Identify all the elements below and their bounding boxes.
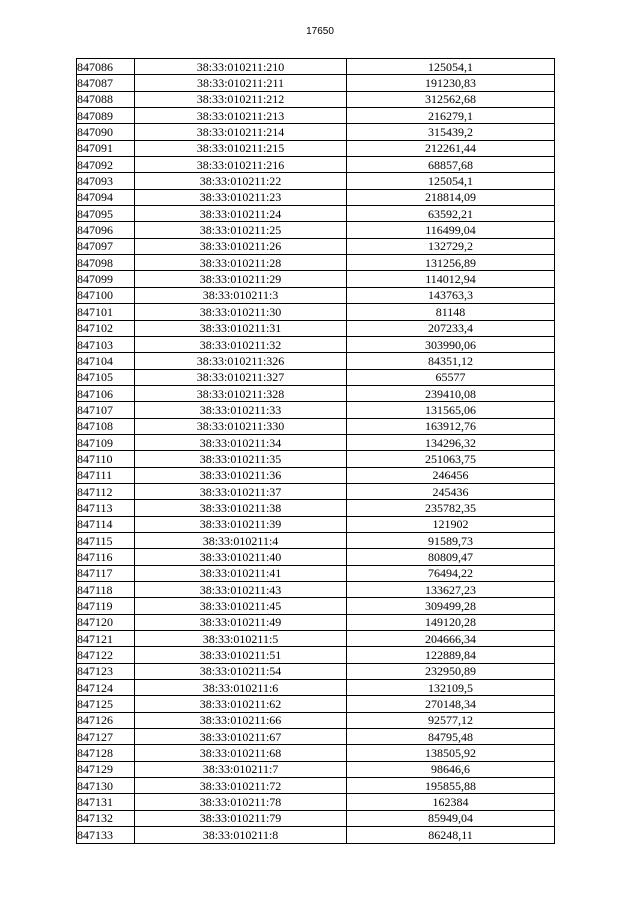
cadastral-value-cell: 68857,68 xyxy=(347,157,555,173)
record-number-cell: 847094 xyxy=(77,189,135,205)
cadastral-number-cell: 38:33:010211:22 xyxy=(135,173,347,189)
table-row xyxy=(77,761,555,777)
cadastral-number-cell: 38:33:010211:326 xyxy=(135,353,347,369)
cadastral-number-cell: 38:33:010211:36 xyxy=(135,467,347,483)
cadastral-number-cell: 38:33:010211:78 xyxy=(135,794,347,810)
table-row xyxy=(77,680,555,696)
table-row xyxy=(77,729,555,745)
table-row xyxy=(77,598,555,614)
cadastral-number-cell: 38:33:010211:6 xyxy=(135,680,347,696)
record-number-cell: 847101 xyxy=(77,304,135,320)
record-number-cell: 847114 xyxy=(77,516,135,532)
record-number-cell: 847130 xyxy=(77,778,135,794)
record-number-cell: 847109 xyxy=(77,434,135,450)
table-row xyxy=(77,810,555,826)
record-number-cell: 847090 xyxy=(77,124,135,140)
table-row xyxy=(77,582,555,598)
record-number-cell: 847108 xyxy=(77,418,135,434)
cadastral-number-cell: 38:33:010211:68 xyxy=(135,745,347,761)
cadastral-value-cell: 207233,4 xyxy=(347,320,555,336)
cadastral-number-cell: 38:33:010211:23 xyxy=(135,189,347,205)
record-number-cell: 847105 xyxy=(77,369,135,385)
cadastral-value-cell: 235782,35 xyxy=(347,500,555,516)
cadastral-number-cell: 38:33:010211:211 xyxy=(135,75,347,91)
cadastral-value-cell: 149120,28 xyxy=(347,614,555,630)
table-row xyxy=(77,565,555,581)
record-number-cell: 847124 xyxy=(77,680,135,696)
cadastral-value-cell: 133627,23 xyxy=(347,582,555,598)
cadastral-number-cell: 38:33:010211:26 xyxy=(135,238,347,254)
table-row xyxy=(77,59,555,75)
table-row xyxy=(77,304,555,320)
record-number-cell: 847123 xyxy=(77,663,135,679)
table-row xyxy=(77,140,555,156)
table-row xyxy=(77,483,555,499)
record-number-cell: 847132 xyxy=(77,810,135,826)
table-body xyxy=(77,59,555,844)
record-number-cell: 847089 xyxy=(77,108,135,124)
table-row xyxy=(77,320,555,336)
cadastral-number-cell: 38:33:010211:216 xyxy=(135,157,347,173)
table-row xyxy=(77,794,555,810)
table-row xyxy=(77,532,555,548)
cadastral-value-cell: 91589,73 xyxy=(347,532,555,548)
table-row xyxy=(77,271,555,287)
table-row xyxy=(77,124,555,140)
record-number-cell: 847129 xyxy=(77,761,135,777)
table-row xyxy=(77,402,555,418)
record-number-cell: 847118 xyxy=(77,582,135,598)
cadastral-value-cell: 312562,68 xyxy=(347,91,555,107)
record-number-cell: 847102 xyxy=(77,320,135,336)
record-number-cell: 847107 xyxy=(77,402,135,418)
table-row xyxy=(77,712,555,728)
cadastral-value-cell: 132109,5 xyxy=(347,680,555,696)
cadastral-value-cell: 251063,75 xyxy=(347,451,555,467)
record-number-cell: 847122 xyxy=(77,647,135,663)
cadastral-number-cell: 38:33:010211:34 xyxy=(135,434,347,450)
record-number-cell: 847117 xyxy=(77,565,135,581)
table-row xyxy=(77,108,555,124)
record-number-cell: 847104 xyxy=(77,353,135,369)
table-row xyxy=(77,418,555,434)
cadastral-value-cell: 303990,06 xyxy=(347,336,555,352)
table-row xyxy=(77,745,555,761)
cadastral-number-cell: 38:33:010211:328 xyxy=(135,385,347,401)
cadastral-number-cell: 38:33:010211:39 xyxy=(135,516,347,532)
table-row xyxy=(77,827,555,843)
cadastral-number-cell: 38:33:010211:330 xyxy=(135,418,347,434)
cadastral-value-cell: 204666,34 xyxy=(347,631,555,647)
table-row xyxy=(77,500,555,516)
record-number-cell: 847112 xyxy=(77,483,135,499)
cadastral-value-cell: 315439,2 xyxy=(347,124,555,140)
cadastral-number-cell: 38:33:010211:51 xyxy=(135,647,347,663)
record-number-cell: 847103 xyxy=(77,336,135,352)
cadastral-value-cell: 116499,04 xyxy=(347,222,555,238)
cadastral-number-cell: 38:33:010211:4 xyxy=(135,532,347,548)
table-row xyxy=(77,287,555,303)
record-number-cell: 847115 xyxy=(77,532,135,548)
record-number-cell: 847099 xyxy=(77,271,135,287)
cadastral-number-cell: 38:33:010211:213 xyxy=(135,108,347,124)
cadastral-number-cell: 38:33:010211:33 xyxy=(135,402,347,418)
cadastral-value-cell: 245436 xyxy=(347,483,555,499)
table-row xyxy=(77,663,555,679)
record-number-cell: 847088 xyxy=(77,91,135,107)
cadastral-number-cell: 38:33:010211:41 xyxy=(135,565,347,581)
record-number-cell: 847113 xyxy=(77,500,135,516)
cadastral-value-cell: 92577,12 xyxy=(347,712,555,728)
cadastral-number-cell: 38:33:010211:215 xyxy=(135,140,347,156)
cadastral-value-cell: 98646,6 xyxy=(347,761,555,777)
cadastral-value-cell: 114012,94 xyxy=(347,271,555,287)
cadastral-number-cell: 38:33:010211:3 xyxy=(135,287,347,303)
cadastral-number-cell: 38:33:010211:8 xyxy=(135,827,347,843)
cadastral-number-cell: 38:33:010211:62 xyxy=(135,696,347,712)
cadastral-number-cell: 38:33:010211:7 xyxy=(135,761,347,777)
table-row xyxy=(77,238,555,254)
cadastral-value-cell: 191230,83 xyxy=(347,75,555,91)
cadastral-number-cell: 38:33:010211:25 xyxy=(135,222,347,238)
record-number-cell: 847098 xyxy=(77,255,135,271)
cadastral-number-cell: 38:33:010211:67 xyxy=(135,729,347,745)
cadastral-value-cell: 84351,12 xyxy=(347,353,555,369)
cadastral-value-cell: 81148 xyxy=(347,304,555,320)
cadastral-value-cell: 80809,47 xyxy=(347,549,555,565)
cadastral-value-cell: 132729,2 xyxy=(347,238,555,254)
record-number-cell: 847127 xyxy=(77,729,135,745)
cadastral-number-cell: 38:33:010211:327 xyxy=(135,369,347,385)
cadastral-number-cell: 38:33:010211:79 xyxy=(135,810,347,826)
record-number-cell: 847121 xyxy=(77,631,135,647)
table-row xyxy=(77,222,555,238)
cadastral-number-cell: 38:33:010211:210 xyxy=(135,59,347,75)
table-row xyxy=(77,353,555,369)
cadastral-value-cell: 246456 xyxy=(347,467,555,483)
table-row xyxy=(77,451,555,467)
cadastral-value-cell: 131565,06 xyxy=(347,402,555,418)
table-row xyxy=(77,75,555,91)
table-row xyxy=(77,614,555,630)
cadastral-number-cell: 38:33:010211:49 xyxy=(135,614,347,630)
cadastral-value-cell: 212261,44 xyxy=(347,140,555,156)
cadastral-value-cell: 121902 xyxy=(347,516,555,532)
cadastral-number-cell: 38:33:010211:31 xyxy=(135,320,347,336)
record-number-cell: 847095 xyxy=(77,206,135,222)
cadastral-value-table xyxy=(76,58,555,844)
table-row xyxy=(77,369,555,385)
cadastral-number-cell: 38:33:010211:72 xyxy=(135,778,347,794)
record-number-cell: 847119 xyxy=(77,598,135,614)
cadastral-number-cell: 38:33:010211:54 xyxy=(135,663,347,679)
table-row xyxy=(77,157,555,173)
table-row xyxy=(77,206,555,222)
table-row xyxy=(77,467,555,483)
table-row xyxy=(77,778,555,794)
table-row xyxy=(77,516,555,532)
cadastral-number-cell: 38:33:010211:29 xyxy=(135,271,347,287)
table-row xyxy=(77,255,555,271)
cadastral-value-cell: 309499,28 xyxy=(347,598,555,614)
cadastral-value-cell: 84795,48 xyxy=(347,729,555,745)
record-number-cell: 847092 xyxy=(77,157,135,173)
record-number-cell: 847120 xyxy=(77,614,135,630)
cadastral-number-cell: 38:33:010211:5 xyxy=(135,631,347,647)
cadastral-number-cell: 38:33:010211:28 xyxy=(135,255,347,271)
cadastral-value-cell: 218814,09 xyxy=(347,189,555,205)
record-number-cell: 847116 xyxy=(77,549,135,565)
record-number-cell: 847128 xyxy=(77,745,135,761)
cadastral-value-cell: 216279,1 xyxy=(347,108,555,124)
cadastral-value-cell: 86248,11 xyxy=(347,827,555,843)
cadastral-number-cell: 38:33:010211:30 xyxy=(135,304,347,320)
cadastral-number-cell: 38:33:010211:32 xyxy=(135,336,347,352)
cadastral-value-cell: 125054,1 xyxy=(347,173,555,189)
cadastral-number-cell: 38:33:010211:43 xyxy=(135,582,347,598)
table-row xyxy=(77,173,555,189)
cadastral-value-cell: 138505,92 xyxy=(347,745,555,761)
cadastral-value-cell: 131256,89 xyxy=(347,255,555,271)
cadastral-value-cell: 122889,84 xyxy=(347,647,555,663)
cadastral-value-cell: 76494,22 xyxy=(347,565,555,581)
table-row xyxy=(77,91,555,107)
record-number-cell: 847131 xyxy=(77,794,135,810)
table-row xyxy=(77,336,555,352)
cadastral-value-cell: 162384 xyxy=(347,794,555,810)
record-number-cell: 847086 xyxy=(77,59,135,75)
record-number-cell: 847133 xyxy=(77,827,135,843)
cadastral-number-cell: 38:33:010211:35 xyxy=(135,451,347,467)
cadastral-value-cell: 63592,21 xyxy=(347,206,555,222)
cadastral-value-cell: 125054,1 xyxy=(347,59,555,75)
cadastral-value-cell: 239410,08 xyxy=(347,385,555,401)
record-number-cell: 847096 xyxy=(77,222,135,238)
record-number-cell: 847091 xyxy=(77,140,135,156)
cadastral-value-cell: 143763,3 xyxy=(347,287,555,303)
cadastral-value-cell: 232950,89 xyxy=(347,663,555,679)
record-number-cell: 847093 xyxy=(77,173,135,189)
record-number-cell: 847111 xyxy=(77,467,135,483)
table-row xyxy=(77,189,555,205)
cadastral-value-cell: 65577 xyxy=(347,369,555,385)
cadastral-value-cell: 163912,76 xyxy=(347,418,555,434)
record-number-cell: 847110 xyxy=(77,451,135,467)
table-row xyxy=(77,385,555,401)
record-number-cell: 847125 xyxy=(77,696,135,712)
cadastral-number-cell: 38:33:010211:66 xyxy=(135,712,347,728)
cadastral-value-cell: 195855,88 xyxy=(347,778,555,794)
cadastral-number-cell: 38:33:010211:40 xyxy=(135,549,347,565)
table-row xyxy=(77,696,555,712)
cadastral-value-cell: 134296,32 xyxy=(347,434,555,450)
record-number-cell: 847100 xyxy=(77,287,135,303)
cadastral-value-cell: 270148,34 xyxy=(347,696,555,712)
cadastral-number-cell: 38:33:010211:45 xyxy=(135,598,347,614)
page-number: 17650 xyxy=(306,26,334,37)
table-row xyxy=(77,434,555,450)
cadastral-number-cell: 38:33:010211:37 xyxy=(135,483,347,499)
record-number-cell: 847126 xyxy=(77,712,135,728)
cadastral-number-cell: 38:33:010211:38 xyxy=(135,500,347,516)
table-row xyxy=(77,647,555,663)
cadastral-value-cell: 85949,04 xyxy=(347,810,555,826)
cadastral-number-cell: 38:33:010211:212 xyxy=(135,91,347,107)
record-number-cell: 847097 xyxy=(77,238,135,254)
table-row xyxy=(77,549,555,565)
cadastral-number-cell: 38:33:010211:24 xyxy=(135,206,347,222)
record-number-cell: 847106 xyxy=(77,385,135,401)
table-row xyxy=(77,631,555,647)
record-number-cell: 847087 xyxy=(77,75,135,91)
cadastral-number-cell: 38:33:010211:214 xyxy=(135,124,347,140)
